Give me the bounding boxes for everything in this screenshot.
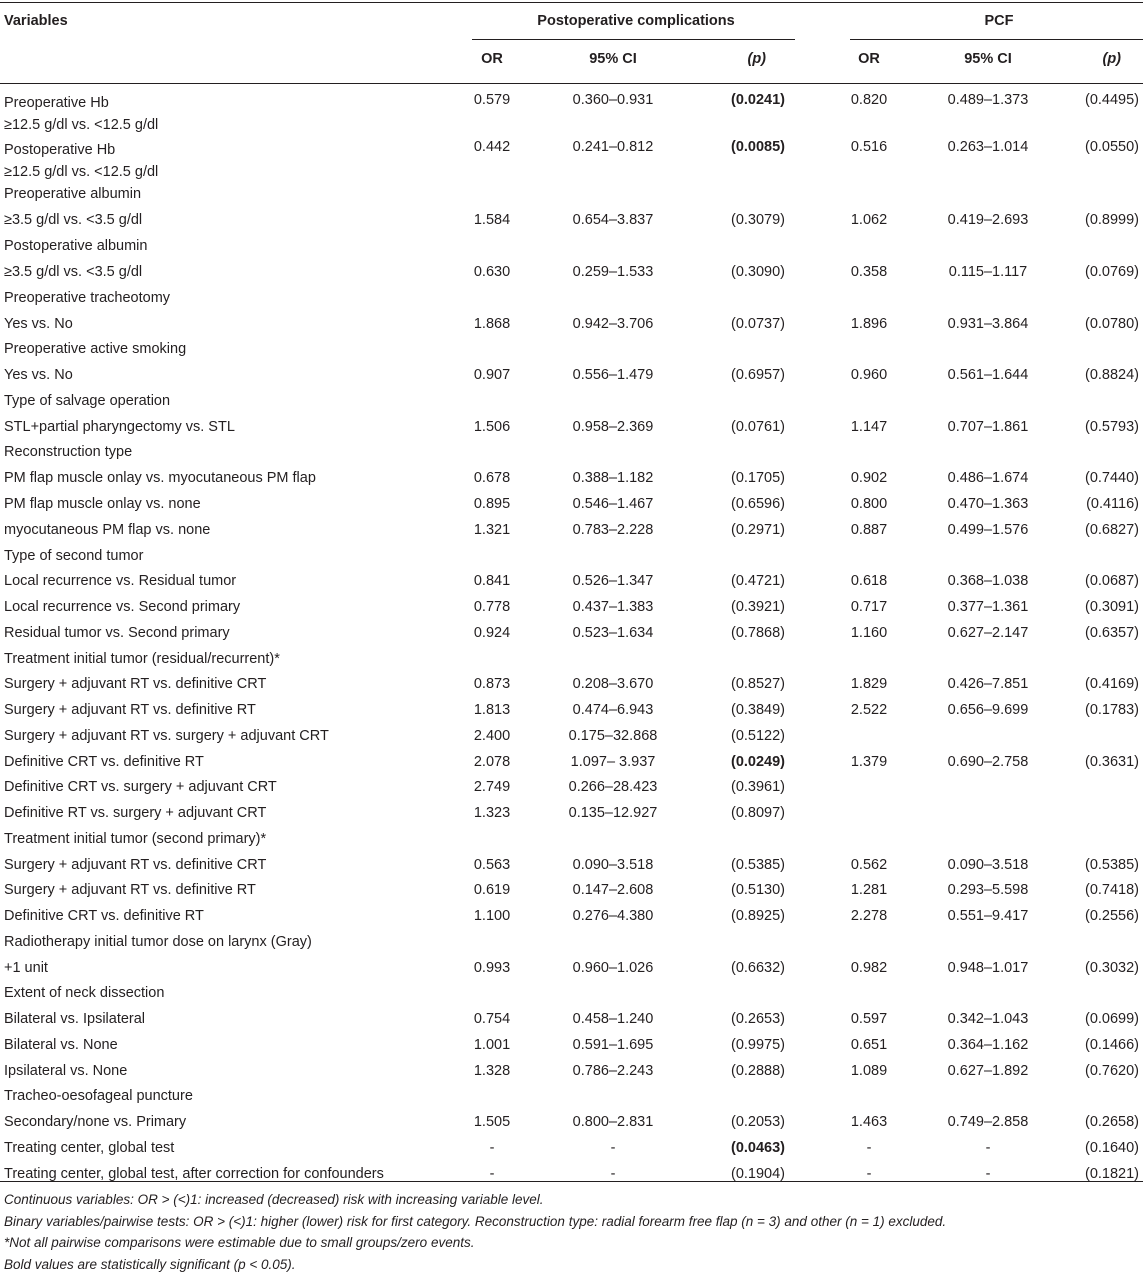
cell-p2: (0.4116)	[1086, 496, 1139, 512]
cell-or1: 1.323	[473, 805, 511, 821]
cell-p1: (0.6632)	[730, 960, 785, 976]
row-label-line: PM flap muscle onlay vs. none	[4, 496, 201, 512]
cell-or1: 0.442	[473, 139, 511, 155]
row-label	[4, 367, 73, 383]
row-label	[4, 934, 312, 950]
cell-ci2: 0.377–1.361	[947, 599, 1029, 615]
row-label-line: Definitive CRT vs. definitive RT	[4, 754, 204, 770]
header-variables: Variables	[4, 13, 68, 29]
cell-or2: 2.278	[850, 908, 888, 924]
row-label	[4, 960, 48, 976]
cell-p1: (0.5385)	[730, 857, 785, 873]
cell-p1: (0.0761)	[730, 419, 785, 435]
cell-p1: (0.3079)	[730, 212, 785, 228]
row-label-line: Yes vs. No	[4, 316, 73, 332]
cell-or1: 0.993	[473, 960, 511, 976]
cell-p1: (0.2053)	[730, 1114, 785, 1130]
cell-p2: (0.0699)	[1084, 1011, 1139, 1027]
row-label	[4, 522, 210, 538]
group-rule-pcf	[850, 39, 1143, 40]
row-label-line: Surgery + adjuvant RT vs. definitive CRT	[4, 857, 267, 873]
cell-or2: -	[866, 1166, 872, 1182]
cell-p1: (0.4721)	[730, 573, 785, 589]
row-label-line: Local recurrence vs. Second primary	[4, 599, 241, 615]
cell-or2: 1.463	[850, 1114, 888, 1130]
cell-ci1: 0.556–1.479	[572, 367, 654, 383]
cell-or1: 0.678	[473, 470, 511, 486]
cell-p2: (0.0769)	[1084, 264, 1139, 280]
cell-or1: 0.619	[473, 882, 511, 898]
cell-or1: 0.873	[473, 676, 511, 692]
cell-p2: (0.3032)	[1084, 960, 1139, 976]
cell-or2: -	[866, 1140, 872, 1156]
cell-ci1: 0.090–3.518	[572, 857, 654, 873]
cell-ci1: 0.474–6.943	[572, 702, 654, 718]
cell-p1: (0.0737)	[730, 316, 785, 332]
row-label-line: Yes vs. No	[4, 367, 73, 383]
cell-p1: (0.2653)	[730, 1011, 785, 1027]
row-label	[4, 548, 143, 564]
cell-ci1: 0.241–0.812	[572, 139, 654, 155]
cell-ci2: 0.342–1.043	[947, 1011, 1029, 1027]
cell-or1: 1.584	[473, 212, 511, 228]
cell-p1: (0.3961)	[730, 779, 785, 795]
table-footnotes	[4, 1189, 946, 1275]
cell-p2: (0.1640)	[1084, 1140, 1139, 1156]
cell-p1: (0.6957)	[730, 367, 785, 383]
row-label	[4, 702, 256, 718]
cell-or2: 1.160	[850, 625, 888, 641]
header-bottom-rule	[0, 83, 1143, 84]
row-label	[4, 1063, 127, 1079]
cell-p1: (0.0085)	[730, 139, 785, 155]
cell-or2: 0.902	[850, 470, 888, 486]
row-label-line: Definitive CRT vs. definitive RT	[4, 908, 204, 924]
cell-p1: (0.5130)	[730, 882, 785, 898]
cell-p2: (0.7620)	[1084, 1063, 1139, 1079]
cell-p2: (0.2556)	[1084, 908, 1139, 924]
row-label	[4, 264, 142, 280]
cell-ci2: 0.293–5.598	[947, 882, 1029, 898]
cell-or2: 1.062	[850, 212, 888, 228]
row-label-line: Bilateral vs. None	[4, 1037, 118, 1053]
row-label-line: STL+partial pharyngectomy vs. STL	[4, 419, 235, 435]
row-label	[4, 1166, 384, 1182]
row-label-line: ≥3.5 g/dl vs. <3.5 g/dl	[4, 264, 143, 280]
row-label-line: Local recurrence vs. Residual tumor	[4, 573, 237, 589]
cell-p1: (0.9975)	[730, 1037, 785, 1053]
cell-p1: (0.3090)	[730, 264, 785, 280]
row-label	[4, 1037, 118, 1053]
cell-p2: (0.1821)	[1084, 1166, 1139, 1182]
row-label	[4, 212, 142, 228]
header-ci-2: 95% CI	[964, 51, 1012, 67]
row-label	[4, 92, 158, 136]
cell-ci1: 0.546–1.467	[572, 496, 654, 512]
cell-or1: 1.868	[473, 316, 511, 332]
row-label	[4, 985, 164, 1001]
row-label-line: Preoperative tracheotomy	[4, 290, 171, 306]
cell-or2: 0.982	[850, 960, 888, 976]
cell-p2: (0.0550)	[1084, 139, 1139, 155]
row-label-line: Treating center, global test, after correction for confounders	[4, 1166, 384, 1182]
header-group-postoperative-complications: Postoperative complications	[537, 13, 735, 29]
cell-ci2: 0.115–1.117	[948, 264, 1028, 280]
cell-ci1: 0.800–2.831	[572, 1114, 654, 1130]
cell-or2: 1.379	[850, 754, 888, 770]
footnote: Bold values are statistically significant (p < 0.05).	[4, 1256, 296, 1272]
cell-ci2: 0.627–1.892	[947, 1063, 1029, 1079]
cell-ci2: 0.707–1.861	[947, 419, 1029, 435]
cell-p1: (0.6596)	[730, 496, 785, 512]
cell-or2: 0.562	[850, 857, 888, 873]
cell-ci1: 0.175–32.868	[568, 728, 658, 744]
row-label	[4, 139, 158, 183]
cell-ci2: 0.690–2.758	[947, 754, 1029, 770]
row-label-line: Tracheo-oesofageal puncture	[4, 1088, 193, 1104]
cell-p1: (0.2888)	[730, 1063, 785, 1079]
row-label-line: PM flap muscle onlay vs. myocutaneous PM flap	[4, 470, 316, 486]
cell-or1: 0.778	[473, 599, 511, 615]
cell-or2: 0.820	[850, 92, 888, 108]
cell-or1: 2.078	[473, 754, 511, 770]
row-label	[4, 779, 277, 795]
header-p-1: (p)	[747, 51, 766, 67]
cell-p2: (0.8999)	[1084, 212, 1139, 228]
cell-or2: 1.281	[850, 882, 888, 898]
cell-ci1: 0.437–1.383	[572, 599, 654, 615]
row-label	[4, 831, 266, 847]
row-label	[4, 754, 204, 770]
row-label	[4, 316, 73, 332]
cell-ci1: 1.097– 3.937	[570, 754, 656, 770]
cell-or1: -	[489, 1140, 495, 1156]
cell-ci2: 0.499–1.576	[947, 522, 1029, 538]
cell-p1: (0.3849)	[730, 702, 785, 718]
cell-ci2: 0.419–2.693	[947, 212, 1029, 228]
row-label-line: Treating center, global test	[4, 1140, 175, 1156]
row-label-line: Radiotherapy initial tumor dose on larynx (Gray)	[4, 934, 312, 950]
cell-or2: 1.089	[850, 1063, 888, 1079]
cell-or1: 1.505	[473, 1114, 511, 1130]
cell-p1: (0.2971)	[730, 522, 785, 538]
row-label-line: Type of salvage operation	[4, 393, 171, 409]
cell-or2: 1.829	[850, 676, 888, 692]
cell-ci2: 0.489–1.373	[947, 92, 1029, 108]
cell-p2: (0.3631)	[1084, 754, 1139, 770]
row-label	[4, 908, 204, 924]
cell-ci2: -	[985, 1166, 991, 1182]
cell-or1: 1.321	[473, 522, 511, 538]
row-label	[4, 651, 280, 667]
cell-ci2: 0.426–7.851	[947, 676, 1029, 692]
cell-or1: 0.579	[473, 92, 511, 108]
row-label	[4, 1011, 145, 1027]
cell-ci1: 0.523–1.634	[572, 625, 654, 641]
row-label-line: Residual tumor vs. Second primary	[4, 625, 230, 641]
cell-or2: 0.651	[850, 1037, 888, 1053]
row-label	[4, 857, 266, 873]
cell-p2: (0.5385)	[1084, 857, 1139, 873]
cell-p2: (0.4169)	[1084, 676, 1139, 692]
footnote: Continuous variables: OR > (<)1: increased (decreased) risk with increasing variable level.	[4, 1192, 544, 1207]
cell-ci2: 0.561–1.644	[947, 367, 1029, 383]
cell-p2: (0.0780)	[1084, 316, 1139, 332]
cell-or1: 2.749	[473, 779, 511, 795]
cell-or1: 1.100	[473, 908, 511, 924]
cell-ci2: 0.470–1.363	[947, 496, 1029, 512]
footnote: *Not all pairwise comparisons were estimable due to small groups/zero events.	[4, 1235, 475, 1250]
cell-ci1: 0.942–3.706	[572, 316, 654, 332]
cell-p1: (0.8925)	[730, 908, 785, 924]
row-label	[4, 341, 186, 357]
cell-ci1: 0.266–28.423	[568, 779, 658, 795]
cell-ci2: -	[985, 1140, 991, 1156]
cell-or2: 0.800	[850, 496, 888, 512]
row-label	[4, 1088, 193, 1104]
row-label-line: Ipsilateral vs. None	[4, 1063, 128, 1079]
cell-or1: 0.630	[473, 264, 511, 280]
cell-or2: 0.618	[850, 573, 888, 589]
cell-ci1: 0.654–3.837	[572, 212, 654, 228]
row-label	[4, 470, 316, 486]
cell-ci1: 0.591–1.695	[572, 1037, 654, 1053]
cell-p2: (0.1466)	[1084, 1037, 1139, 1053]
row-label-line: myocutaneous PM flap vs. none	[4, 522, 211, 538]
header-group-pcf: PCF	[984, 13, 1014, 29]
cell-p2: (0.8824)	[1084, 367, 1139, 383]
row-label	[4, 1140, 174, 1156]
row-label	[4, 573, 236, 589]
cell-ci1: -	[610, 1140, 616, 1156]
row-label	[4, 1114, 186, 1130]
row-label-line: Extent of neck dissection	[4, 985, 165, 1001]
row-label	[4, 805, 266, 821]
cell-ci2: 0.090–3.518	[947, 857, 1029, 873]
cell-p2: (0.6357)	[1084, 625, 1139, 641]
cell-p2: (0.3091)	[1084, 599, 1139, 615]
cell-ci1: 0.360–0.931	[572, 92, 654, 108]
cell-ci1: 0.135–12.927	[568, 805, 658, 821]
cell-p1: (0.1904)	[730, 1166, 785, 1182]
cell-or1: 0.563	[473, 857, 511, 873]
cell-p2: (0.0687)	[1084, 573, 1139, 589]
row-label	[4, 444, 132, 460]
cell-or1: 0.754	[473, 1011, 511, 1027]
cell-ci2: 0.948–1.017	[947, 960, 1029, 976]
cell-ci1: 0.783–2.228	[572, 522, 654, 538]
row-label	[4, 882, 256, 898]
cell-p2: (0.2658)	[1084, 1114, 1139, 1130]
cell-ci2: 0.364–1.162	[947, 1037, 1029, 1053]
cell-ci1: 0.458–1.240	[572, 1011, 654, 1027]
row-label-line: Preoperative active smoking	[4, 341, 187, 357]
header-ci-1: 95% CI	[589, 51, 637, 67]
row-label	[4, 186, 141, 202]
footnote: Binary variables/pairwise tests: OR > (<)1: higher (lower) risk for first category. Reconstruction type: radial forearm free flap (n = 3) and other (n = 1) excluded.	[4, 1213, 947, 1229]
cell-or2: 0.358	[850, 264, 888, 280]
row-label-line: Definitive RT vs. surgery + adjuvant CRT	[4, 805, 267, 821]
row-label-line: Definitive CRT vs. surgery + adjuvant CRT	[4, 779, 277, 795]
cell-p1: (0.0463)	[730, 1140, 785, 1156]
cell-ci1: 0.147–2.608	[572, 882, 654, 898]
cell-or2: 0.887	[850, 522, 888, 538]
row-label-line: Secondary/none vs. Primary	[4, 1114, 187, 1130]
row-label-subline: ≥12.5 g/dl vs. <12.5 g/dl	[4, 117, 159, 133]
cell-p2: (0.6827)	[1084, 522, 1139, 538]
header-or-2: OR	[858, 51, 880, 67]
cell-or1: -	[489, 1166, 495, 1182]
cell-or1: 0.895	[473, 496, 511, 512]
row-label	[4, 393, 170, 409]
cell-ci2: 0.368–1.038	[947, 573, 1029, 589]
cell-or2: 1.896	[850, 316, 888, 332]
cell-p1: (0.8097)	[730, 805, 785, 821]
cell-ci1: 0.276–4.380	[572, 908, 654, 924]
cell-p1: (0.8527)	[730, 676, 785, 692]
cell-ci2: 0.931–3.864	[947, 316, 1029, 332]
cell-p1: (0.0241)	[730, 92, 785, 108]
cell-ci2: 0.263–1.014	[947, 139, 1029, 155]
row-label-line: Surgery + adjuvant RT vs. definitive RT	[4, 702, 256, 718]
row-label-line: Surgery + adjuvant RT vs. surgery + adjuvant CRT	[4, 728, 329, 744]
row-label-line: Surgery + adjuvant RT vs. definitive RT	[4, 882, 256, 898]
cell-ci2: 0.627–2.147	[947, 625, 1029, 641]
row-label	[4, 625, 230, 641]
cell-ci2: 0.551–9.417	[947, 908, 1029, 924]
cell-or2: 0.597	[850, 1011, 888, 1027]
row-label	[4, 599, 240, 615]
cell-ci1: 0.786–2.243	[572, 1063, 654, 1079]
cell-ci1: 0.388–1.182	[572, 470, 654, 486]
cell-or1: 1.506	[473, 419, 511, 435]
cell-p2: (0.4495)	[1084, 92, 1139, 108]
row-label-line: ≥3.5 g/dl vs. <3.5 g/dl	[4, 212, 143, 228]
header-or-1: OR	[481, 51, 503, 67]
cell-ci2: 0.486–1.674	[947, 470, 1029, 486]
cell-or2: 0.717	[850, 599, 888, 615]
cell-or2: 2.522	[850, 702, 888, 718]
row-label-line: Treatment initial tumor (second primary)*	[4, 831, 267, 847]
group-rule-postoperative	[472, 39, 795, 40]
row-label-line: Reconstruction type	[4, 444, 133, 460]
cell-ci1: 0.960–1.026	[572, 960, 654, 976]
row-label-line: Type of second tumor	[4, 548, 144, 564]
cell-or1: 0.841	[473, 573, 511, 589]
cell-ci1: -	[610, 1166, 616, 1182]
row-label	[4, 496, 201, 512]
row-label-line: Preoperative Hb	[4, 95, 109, 111]
table-bottom-rule	[0, 1181, 1143, 1182]
table-top-rule	[0, 2, 1143, 3]
row-label	[4, 419, 235, 435]
cell-p1: (0.5122)	[730, 728, 785, 744]
cell-p2: (0.5793)	[1084, 419, 1139, 435]
cell-ci1: 0.958–2.369	[572, 419, 654, 435]
cell-or1: 0.924	[473, 625, 511, 641]
row-label	[4, 676, 266, 692]
row-label-line: Preoperative albumin	[4, 186, 142, 202]
cell-ci2: 0.656–9.699	[947, 702, 1029, 718]
cell-p1: (0.3921)	[730, 599, 785, 615]
cell-or2: 0.516	[850, 139, 888, 155]
row-label-line: Postoperative albumin	[4, 238, 148, 254]
cell-or1: 1.328	[473, 1063, 511, 1079]
cell-p1: (0.0249)	[730, 754, 785, 770]
cell-or1: 1.001	[473, 1037, 511, 1053]
cell-or1: 1.813	[473, 702, 511, 718]
cell-ci1: 0.208–3.670	[572, 676, 654, 692]
cell-or1: 2.400	[473, 728, 511, 744]
row-label-line: Surgery + adjuvant RT vs. definitive CRT	[4, 676, 267, 692]
cell-ci2: 0.749–2.858	[947, 1114, 1029, 1130]
cell-or2: 1.147	[850, 419, 888, 435]
cell-ci1: 0.259–1.533	[572, 264, 654, 280]
row-label-line: Postoperative Hb	[4, 142, 116, 158]
cell-p2: (0.7418)	[1084, 882, 1139, 898]
row-label-subline: ≥12.5 g/dl vs. <12.5 g/dl	[4, 164, 159, 180]
cell-or1: 0.907	[473, 367, 511, 383]
row-label	[4, 238, 147, 254]
cell-p2: (0.7440)	[1084, 470, 1139, 486]
row-label	[4, 728, 329, 744]
cell-p2: (0.1783)	[1084, 702, 1139, 718]
header-p-2: (p)	[1102, 51, 1121, 67]
row-label-line: Bilateral vs. Ipsilateral	[4, 1011, 146, 1027]
cell-or2: 0.960	[850, 367, 888, 383]
cell-ci1: 0.526–1.347	[572, 573, 654, 589]
row-label-line: +1 unit	[4, 960, 48, 976]
cell-p1: (0.7868)	[730, 625, 785, 641]
cell-p1: (0.1705)	[730, 470, 785, 486]
row-label	[4, 290, 170, 306]
row-label-line: Treatment initial tumor (residual/recurrent)*	[4, 651, 280, 667]
